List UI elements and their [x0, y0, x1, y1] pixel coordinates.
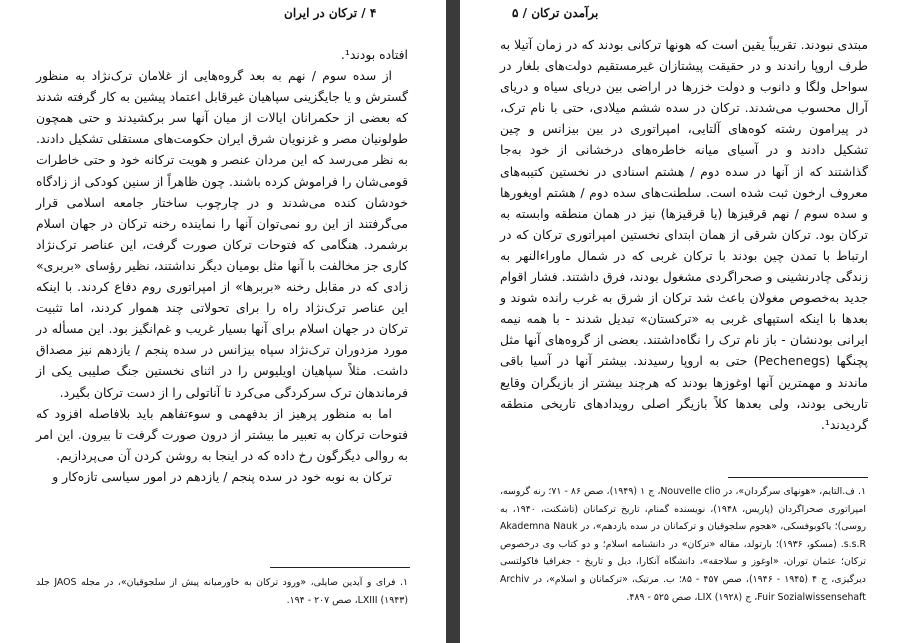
body-text	[36, 44, 408, 487]
left-page	[0, 0, 446, 643]
footnote: ۱. فرای و آیدین صایلی، «ورود ترکان به خاورمیانه پیش از سلجوقیان»، در مجله JAOS جلد LXIII (۱۹۴۳)، صص ۲۰۷ - ۱۹۴.	[36, 577, 408, 606]
running-header: برآمدن ترکان / ۵	[512, 6, 599, 20]
paragraph: اما به منظور پرهیز از بدفهمی و سوءتفاهم باید بلافاصله افزود که فتوحات ترکان به تعبیر ما بیشتر از درون صورت گرفت تا بیرون. این امر به روالی دیگرگون رخ داده که در اینجا به روشن کردن آن می‌پردازیم.	[36, 405, 408, 463]
paragraph: از سده سوم / نهم به بعد گروه‌هایی از غلامان ترک‌نژاد به منظور گسترش و یا جایگزینی سپاهیان غیرقابل اعتماد پیشین به کار گرفته شدند که بعضی از حکمرانان ایالات از میان آنها سر برکشیدند و حتی همچون طولونیان مصر و غزنویان شرق ایران حکومت‌های مستقلی تشکیل دادند. به نظر می‌رسد که این مردان عنصر و هویت ترکانه خود و حتی خاطرات قومی‌شان را فراموش کرده باشند. چون ظاهراً از سنین کودکی از زادگاه خودشان کنده می‌شدند و در چارچوب ساختار جامعه اسلامی قرار می‌گرفتند از این رو نمی‌توان آنها را نماینده رخنه ترکان در جهان اسلام برشمرد. هنگامی که فتوحات ترکان صورت گرفت، این عناصر ترک‌نژاد کاری جز مخالفت با آنها مثل بومیان دیگر نداشتند، نظیر رؤسای «بربری» زادی که در مقابل رخنه «بربرها» از امپراتوری روم دفاع کردند. با اینکه این عناصر ترک‌نژاد راه را برای تحولاتی چند هموار کردند، اما تثبیت ترکان در جهان اسلام برای آنها بسیار غریب و غم‌انگیز بود. این مسأله در مورد مزدوران ترک‌نژاد سپاه بیزانس در سده پنجم / یازدهم نیز مصداق داشت. مثلاً سپاهیان اویلیوس را در اثنای نخستین جنگ صلیبی یکی از فرماندهان ترک سرکردگی می‌کرد تا آناتولی را از دست ترکان بگیرد.	[36, 68, 408, 400]
running-header: ۴ / ترکان در ایران	[284, 6, 377, 20]
paragraph: مبتدی نبودند. تقریباً یقین است که هونها ترکانی بودند که در زمان آتیلا به طرف اروپا راندند و در حقیقت پیشتازان غیرمستقیم دولت‌های بلغار در سواحل ولگا و دانوب و دولت خزرها در اراضی بین دریای سیاه و دریای آرال محسوب می‌شدند. ترکان در سده ششم میلادی، حتی با نام ترک، در پیرامون رشته کوه‌های آلتایی، امپراتوری در بین بیزانس و چین تشکیل دادند و در آسیای میانه خاطره‌های درخشانی از خود به‌جا گذاشتند که از آنها در سده دوم / هشتم اسنادی در نخستین کتیبه‌های معروف ارخون ثبت شده است. سلطنت‌های سده دوم / هشتم اویغورها و سده سوم / نهم قرقیزها (یا قرقیزها) نیز در همان منطقه وابسته به ترکان بود. ترکان شرقی از همان ابتدای نخستین امپراتوری ترکان که در ارتباط با تمدن چین بودند با ترکان غربی که در شمال ماوراءالنهر به زندگی چادرنشینی و صحراگردی مشغول بودند، فرق داشتند. فشار اقوام جدید به‌خصوص مغولان باعث شد ترکان از شرق به غرب رانده شوند و بعدها با اینکه استپهای غربی به «ترکستان» تبدیل شدند - با همه نیمه ایرانی بودنشان - باز نام ترک را نگاه‌داشتند. بعضی از گروه‌های آنها مثل پچنگها (Pechenegs) حتی به اروپا رسیدند. بیشتر آنها در آسیا باقی ماندند و مهمترین آنها اوغوزها بودند که هرچند بیشتر از بازیگران وقایع تاریخی بودند، ولی بعدها کلاً بازیگر اصلی رویدادهای تاریخی منطقه گردیدند¹.	[500, 37, 868, 432]
paragraph: ترکان به نوبه خود در سده پنجم / یازدهم در امور سیاسی تازه‌کار و	[52, 468, 392, 484]
book-gutter	[446, 0, 460, 643]
footnote-rule	[728, 477, 868, 478]
right-page	[460, 0, 907, 643]
footnote-rule	[270, 567, 410, 568]
body-text	[500, 34, 868, 435]
footnote: ۱. ف.التایم، «هونهای سرگردان»، در Nouvelle clio، ج ۱ (۱۹۴۹)، صص ۸۶ - ۷۱؛ رنه گروسه، امپراتوری صحراگردان (پاریس، ۱۹۴۸)، نویسنده گمنام، تاریخ ترکمانان (تاشکنت، ۱۹۴۰، به روسی)؛ یاکوبوفسکی، «هجوم سلجوقیان و ترکمانان در سده یازدهم»، در Akademna Nauk s.s.R. (مسکو، ۱۹۳۶)؛ بارتولد، مقاله «ترکان» در دانشنامه اسلام؛ و دو کتاب وی درخصوص ترکان؛ عثمان توران، «اوغوز و سلاجقه»، دانشگاه آنکارا، دیل و تاریخ - جغرافیا فاکولتسی دیرگیزی، ج ۴ (۱۹۴۵ - ۱۹۴۶)، صص ۴۵۷ - ۸۵؛ ب. مرتیک، «ترکمانان و اسلام»، در Archiv Fuir Sozialwissensehaft، ج LIX (۱۹۲۸)، صص ۵۲۵ - ۴۸۹.	[500, 486, 867, 603]
footnotes	[36, 574, 408, 609]
paragraph: افتاده بودند¹.	[340, 47, 408, 62]
footnotes	[500, 483, 866, 606]
